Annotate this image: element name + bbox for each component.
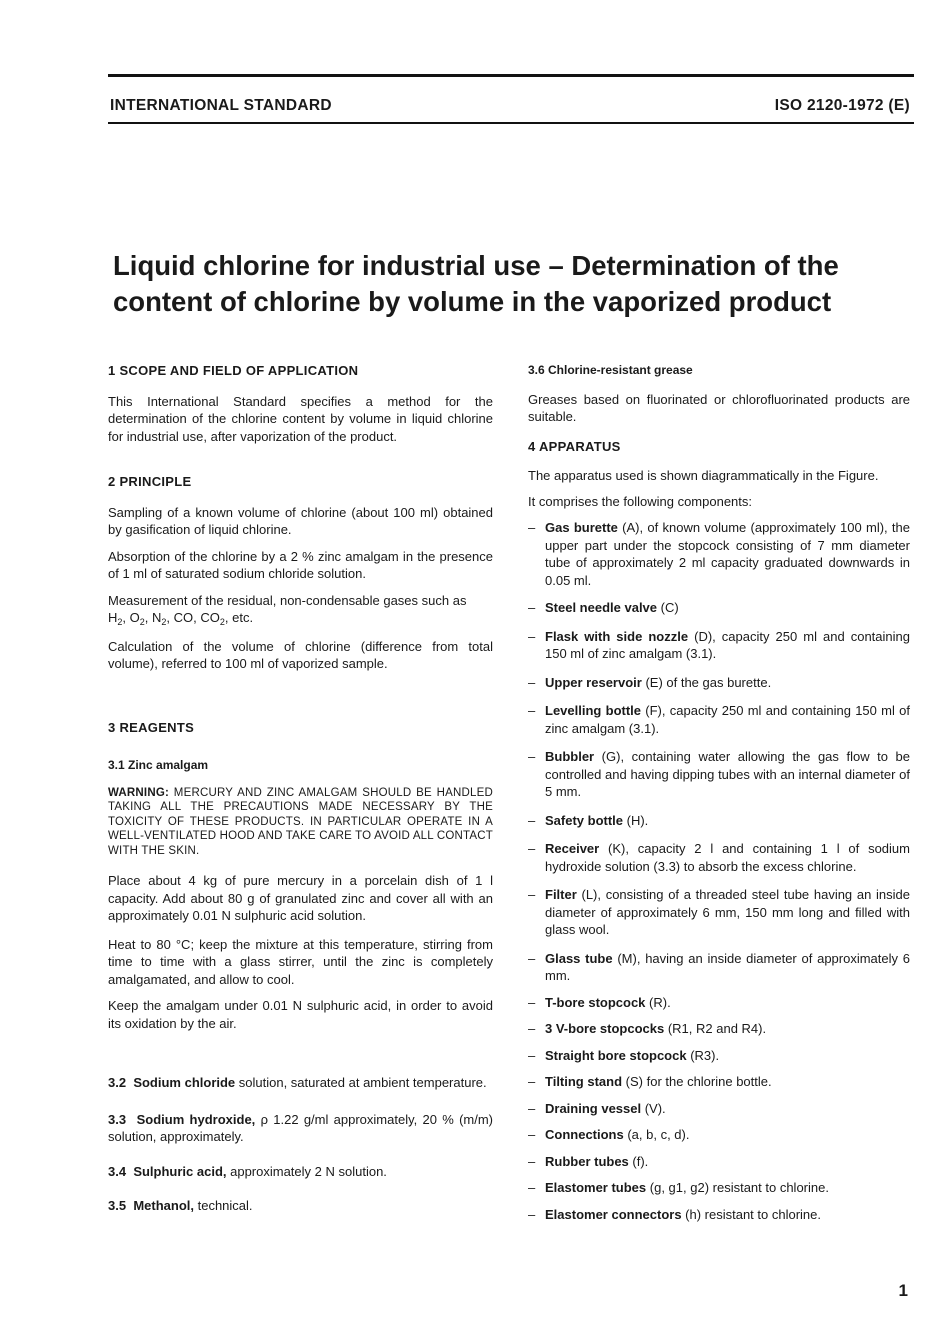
- section-4-para-2: It comprises the following components:: [528, 493, 752, 509]
- component-description: (a, b, c, d).: [623, 1127, 690, 1142]
- component-name: Bubbler: [545, 749, 595, 764]
- standard-number: ISO 2120-1972 (E): [774, 97, 910, 114]
- section-2-para-4: Calculation of the volume of chlorine (difference from total volume), referred to 100 ml of vaporized sample.: [108, 638, 493, 671]
- component-item: [528, 674, 910, 692]
- dash-bullet: –: [528, 1206, 536, 1222]
- dash-bullet: –: [528, 950, 536, 966]
- dash-bullet: –: [528, 812, 536, 828]
- section-3-2: 3.2 Sodium chloride solution, saturated at ambient temperature.: [108, 1075, 487, 1090]
- warning-label: WARNING:: [108, 786, 170, 799]
- component-name: Rubber tubes: [545, 1153, 629, 1169]
- component-name: Steel needle valve: [545, 600, 658, 615]
- dash-bullet: –: [528, 674, 536, 690]
- component-name: Upper reservoir: [545, 674, 642, 690]
- component-description: (R).: [645, 994, 671, 1010]
- component-name: Elastomer tubes: [545, 1180, 647, 1195]
- section-1-text: This International Standard specifies a method for the determination of the chlorine content by volume in liquid chlorine for industrial use, after vaporization of the product.: [108, 393, 493, 444]
- component-item: [528, 702, 910, 737]
- warning-text: MERCURY AND ZINC AMALGAM SHOULD BE HANDLED TAKING ALL THE PRECAUTIONS MADE NECESSARY BY THE TOXICITY OF THESE PRODUCTS. IN PARTICULAR OPERATE IN A WELL-VENTILATED HOOD AND TAKE CARE TO AVOID ALL CONTACT WITH THE SKIN.: [108, 786, 493, 857]
- component-description: (R3).: [686, 1047, 720, 1063]
- component-item: [528, 840, 910, 875]
- section-3-6-heading: 3.6 Chlorine-resistant grease: [528, 363, 693, 377]
- component-description: (V).: [641, 1100, 666, 1116]
- dash-bullet: –: [528, 1180, 536, 1195]
- dash-bullet: –: [528, 520, 536, 535]
- sodium-chloride-label: Sodium chloride: [133, 1075, 236, 1090]
- dash-bullet: –: [528, 600, 536, 615]
- component-item: [528, 1126, 910, 1144]
- component-item: [528, 1073, 910, 1091]
- component-description: (C): [657, 600, 679, 615]
- dash-bullet: –: [528, 1047, 536, 1063]
- sodium-hydroxide-label: Sodium hydroxide,: [136, 1111, 256, 1127]
- components-list: [528, 519, 910, 1223]
- methanol-label: Methanol,: [133, 1198, 194, 1213]
- section-3-6-text: Greases based on fluorinated or chlorofluorinated products are suitable.: [528, 391, 910, 424]
- component-item: [528, 1206, 910, 1224]
- component-name: Levelling bottle: [545, 703, 642, 718]
- section-3-4: 3.4 Sulphuric acid, approximately 2 N solution.: [108, 1163, 387, 1179]
- dash-bullet: –: [528, 1021, 536, 1036]
- component-name: Safety bottle: [545, 812, 624, 828]
- component-name: Receiver: [545, 841, 600, 856]
- component-item: [528, 519, 910, 589]
- header-rule-top: [108, 74, 914, 77]
- dash-bullet: –: [528, 1074, 536, 1089]
- component-name: Filter: [545, 887, 577, 902]
- component-description: (R1, R2 and R4).: [664, 1021, 767, 1036]
- section-2-para-2: Absorption of the chlorine by a 2 % zinc amalgam in the presence of 1 ml of saturated sodium chloride solution.: [108, 548, 493, 581]
- dash-bullet: –: [528, 1153, 536, 1169]
- section-3-5: 3.5 Methanol, technical.: [108, 1198, 253, 1213]
- component-name: Gas burette: [545, 520, 618, 535]
- component-description: (L), consisting of a threaded steel tube having an inside diameter of approximately 6 mm, 150 mm long and filled with glass wool.: [545, 887, 910, 937]
- component-item: [528, 628, 910, 663]
- component-name: Connections: [545, 1127, 624, 1142]
- section-3-1-para-1: Place about 4 kg of pure mercury in a porcelain dish of 1 l capacity. Add about 80 g of granulated zinc and cover all with an approximately 0.01 N sulphuric acid solution.: [108, 873, 493, 923]
- safety-warning: [108, 786, 493, 859]
- document-type-label: INTERNATIONAL STANDARD: [110, 97, 332, 114]
- sulphuric-acid-label: Sulphuric acid,: [133, 1163, 227, 1179]
- section-1-heading: 1 SCOPE AND FIELD OF APPLICATION: [108, 363, 359, 378]
- component-name: Straight bore stopcock: [545, 1047, 687, 1063]
- component-description: (M), having an inside diameter of approximately 6 mm.: [545, 950, 910, 983]
- gas-formula-list: $H_2$, $O_2$, $N_2$, CO, $CO_2$, etc.: [108, 610, 254, 627]
- component-item: [528, 1179, 910, 1197]
- component-item: [528, 1047, 910, 1065]
- component-item: [528, 748, 910, 801]
- dash-bullet: –: [528, 749, 536, 764]
- component-item: [528, 1020, 910, 1038]
- dash-bullet: –: [528, 887, 536, 902]
- header-rule-bottom: [108, 122, 914, 124]
- component-name: Glass tube: [545, 950, 613, 966]
- component-item: [528, 994, 910, 1012]
- section-2-para-1: Sampling of a known volume of chlorine (about 100 ml) obtained by gasification of liquid chlorine.: [108, 504, 493, 537]
- component-name: Elastomer connectors: [545, 1206, 682, 1222]
- section-4-heading: 4 APPARATUS: [528, 438, 621, 454]
- component-name: 3 V-bore stopcocks: [545, 1021, 665, 1036]
- dash-bullet: –: [528, 628, 536, 644]
- section-3-heading: 3 REAGENTS: [108, 719, 195, 735]
- component-description: (h) resistant to chlorine.: [681, 1206, 821, 1222]
- component-description: (K), capacity 2 l and containing 1 l of sodium hydroxide solution (3.3) to absorb the excess chlorine.: [545, 841, 910, 874]
- component-item: [528, 886, 910, 939]
- dash-bullet: –: [528, 1127, 536, 1142]
- component-description: (A), of known volume (approximately 100 ml), the upper part under the stopcock consisting of 7 mm diameter tube of approximately 2 ml capacity graduated downwards in 0.05 ml.: [545, 520, 910, 588]
- section-3-1-para-2: Heat to 80 °C; keep the mixture at this temperature, stirring from time to time with a glass stirrer, until the zinc is completely amalgamated, and allow to cool.: [108, 936, 493, 987]
- right-column: [528, 362, 910, 1223]
- section-4-para-1: The apparatus used is shown diagrammatically in the Figure.: [528, 468, 879, 483]
- component-item: [528, 1100, 910, 1118]
- component-description: (S) for the chlorine bottle.: [622, 1074, 772, 1089]
- component-description: (H).: [623, 812, 649, 828]
- component-name: Tilting stand: [545, 1074, 623, 1089]
- component-item: [528, 812, 910, 830]
- component-description: (G), containing water allowing the gas flow to be controlled and having dipping tubes with an internal diameter of 5 mm.: [545, 749, 910, 799]
- section-3-1-heading: 3.1 Zinc amalgam: [108, 758, 209, 772]
- section-2-para-3-text: Measurement of the residual, non-condensable gases such as: [108, 592, 467, 608]
- component-description: (g, g1, g2) resistant to chlorine.: [646, 1180, 829, 1195]
- document-title: Liquid chlorine for industrial use – Determination of the content of chlorine by volume in the vaporized product: [113, 250, 839, 317]
- component-item: [528, 599, 910, 617]
- section-3-1-para-3: Keep the amalgam under 0.01 N sulphuric acid, in order to avoid its oxidation by the air.: [108, 998, 493, 1031]
- section-2-para-3: [108, 592, 493, 627]
- component-description: (f).: [628, 1153, 649, 1169]
- dash-bullet: –: [528, 841, 536, 856]
- component-description: (D), capacity 250 ml and containing 150 ml of zinc amalgam (3.1).: [545, 628, 910, 661]
- dash-bullet: –: [528, 703, 536, 718]
- section-2-heading: 2 PRINCIPLE: [108, 474, 192, 489]
- component-description: (E) of the gas burette.: [641, 674, 772, 690]
- page-number: 1: [898, 1281, 908, 1300]
- section-3-3: 3.3 Sodium hydroxide, ρ 1.22 g/ml approximately, 20 % (m/m) solution, approximately.: [108, 1111, 493, 1144]
- component-name: Flask with side nozzle: [545, 628, 689, 644]
- component-name: T-bore stopcock: [545, 994, 646, 1010]
- component-item: [528, 1153, 910, 1171]
- component-name: Draining vessel: [545, 1100, 642, 1116]
- left-column: [108, 362, 493, 1215]
- component-description: (F), capacity 250 ml and containing 150 ml of zinc amalgam (3.1).: [545, 703, 910, 736]
- component-item: [528, 950, 910, 985]
- dash-bullet: –: [528, 1100, 536, 1116]
- dash-bullet: –: [528, 994, 536, 1010]
